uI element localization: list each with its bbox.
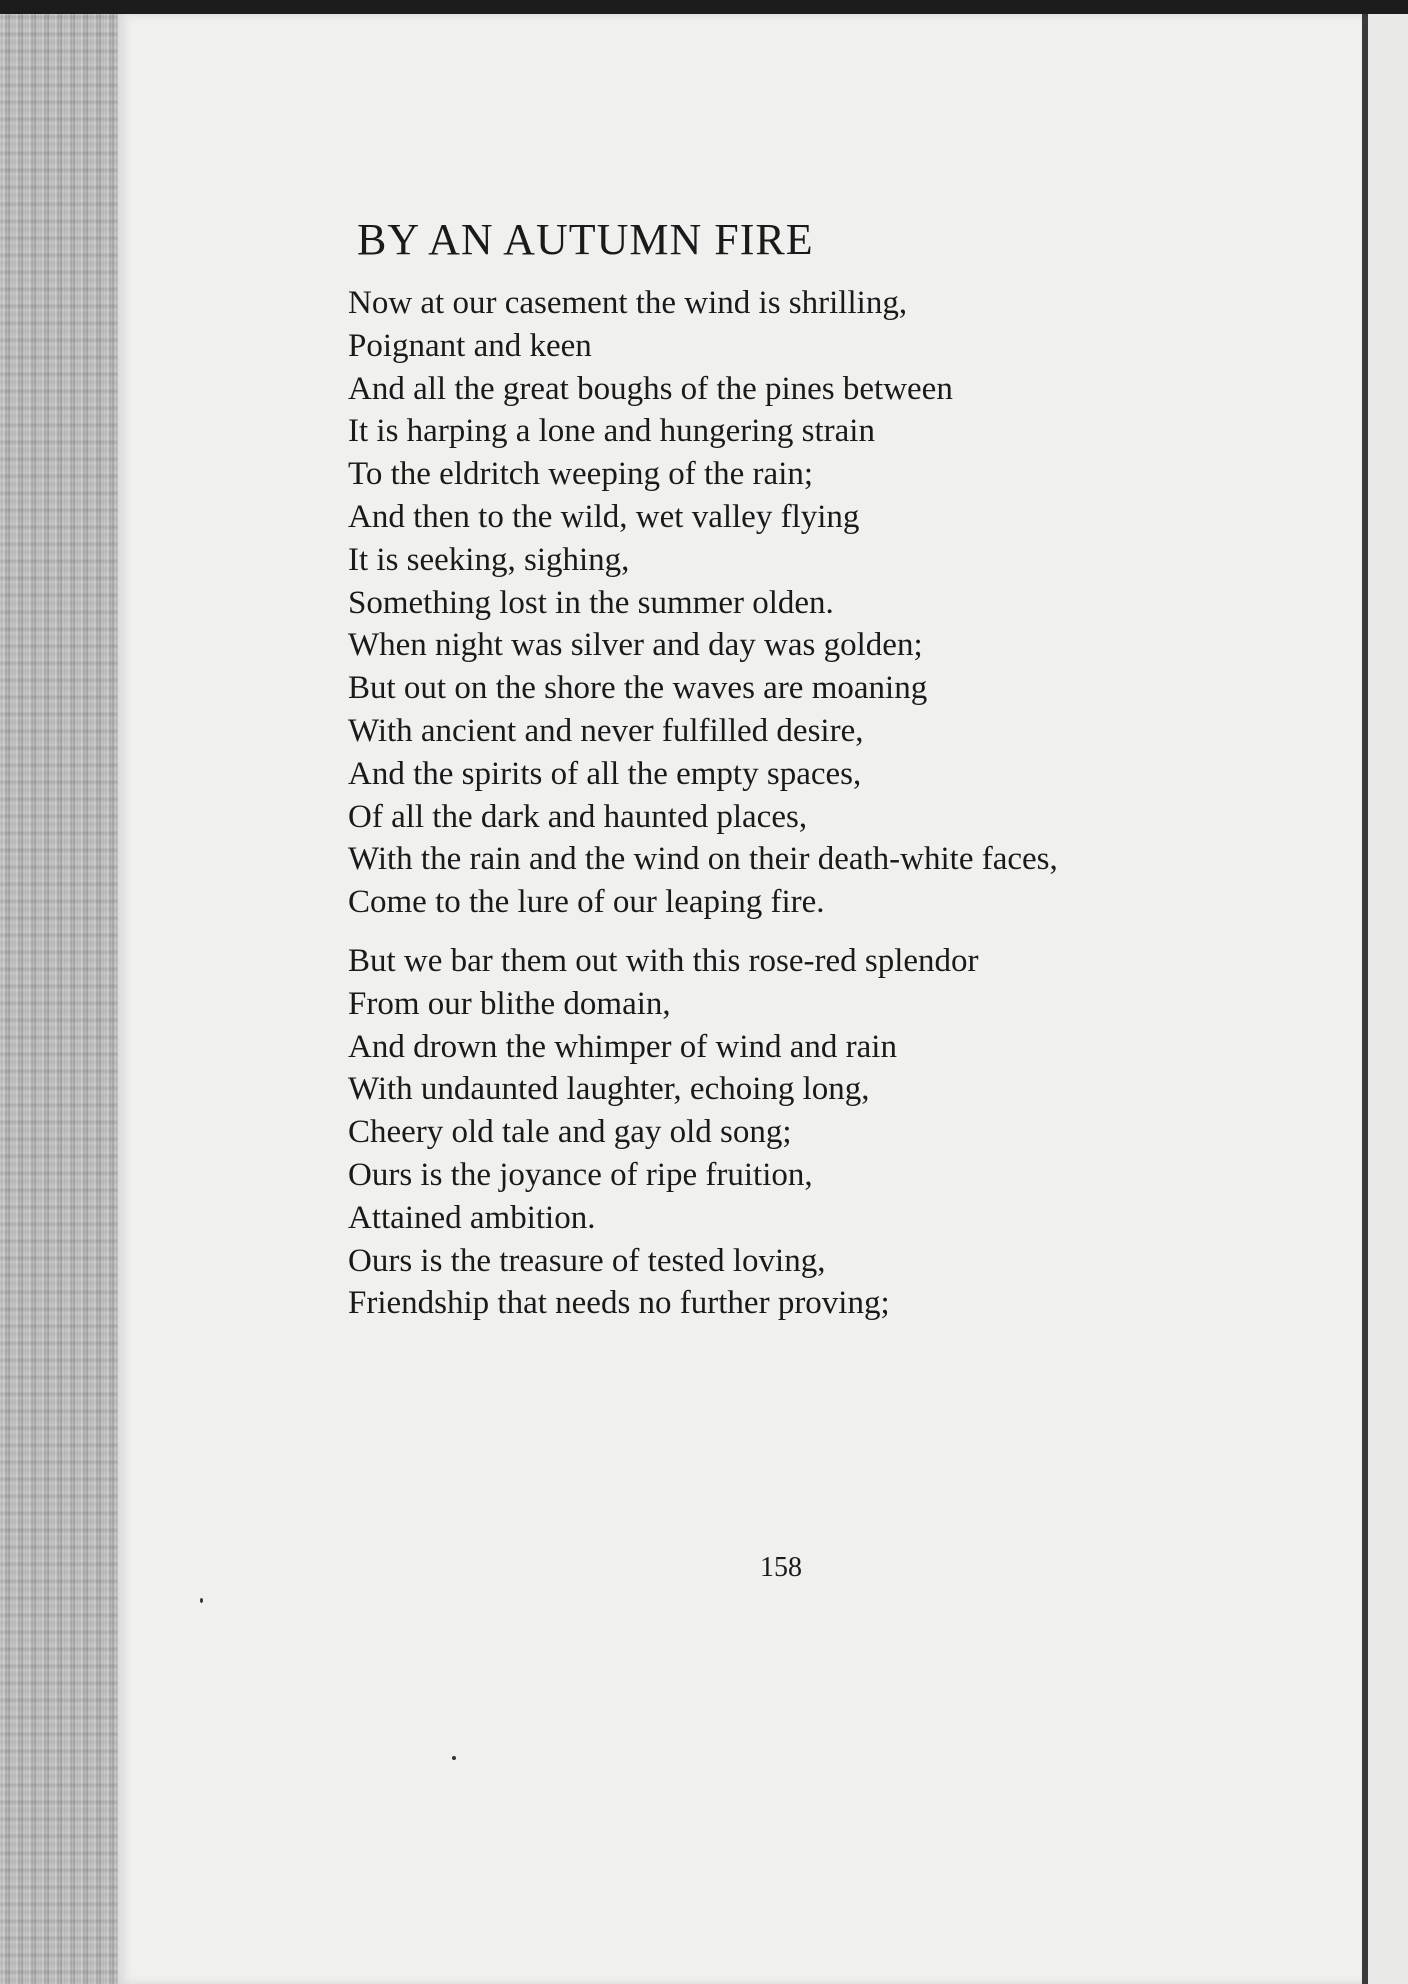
poem-line: Ours is the joyance of ripe fruition, xyxy=(348,1156,813,1193)
stanza xyxy=(348,940,1278,1325)
poem-line: Something lost in the summer olden. xyxy=(348,584,834,621)
poem-line: With undaunted laughter, echoing long, xyxy=(348,1071,870,1108)
poem-body xyxy=(348,282,1278,1341)
dust-speck xyxy=(452,1756,456,1760)
page-number: 158 xyxy=(760,1552,802,1583)
poem-line: When night was silver and day was golden; xyxy=(348,627,923,664)
poem-line: And the spirits of all the empty spaces, xyxy=(348,755,862,792)
poem-line: Come to the lure of our leaping fire. xyxy=(348,884,825,921)
stanza xyxy=(348,282,1278,924)
poem-line: It is seeking, sighing, xyxy=(348,541,630,578)
poem-line: With ancient and never fulfilled desire, xyxy=(348,712,864,749)
poem-line: To the eldritch weeping of the rain; xyxy=(348,456,814,493)
poem-line: Cheery old tale and gay old song; xyxy=(348,1114,792,1151)
book-page-edges xyxy=(0,14,122,1984)
poem-title: BY AN AUTUMN FIRE xyxy=(357,215,814,264)
dust-speck xyxy=(200,1598,203,1603)
poem-line: But out on the shore the waves are moaning xyxy=(348,670,928,707)
poem-line: Ours is the treasure of tested loving, xyxy=(348,1242,826,1279)
poem-line: It is harping a lone and hungering strain xyxy=(348,413,875,450)
poem-line: From our blithe domain, xyxy=(348,985,671,1022)
poem-line: Now at our casement the wind is shrilling, xyxy=(348,285,908,321)
poem-line: And drown the whimper of wind and rain xyxy=(348,1028,897,1065)
poem-line: Friendship that needs no further proving; xyxy=(348,1285,890,1322)
poem-line: With the rain and the wind on their death-white faces, xyxy=(348,841,1058,878)
poem-line: Poignant and keen xyxy=(348,327,592,364)
poem-line: But we bar them out with this rose-red splendor xyxy=(348,942,979,979)
facing-page-edge xyxy=(1368,14,1408,1984)
poem-line: And all the great boughs of the pines between xyxy=(348,370,953,407)
poem-line: Of all the dark and haunted places, xyxy=(348,798,808,835)
poem-line: And then to the wild, wet valley flying xyxy=(348,498,860,535)
poem-line: Attained ambition. xyxy=(348,1199,596,1236)
